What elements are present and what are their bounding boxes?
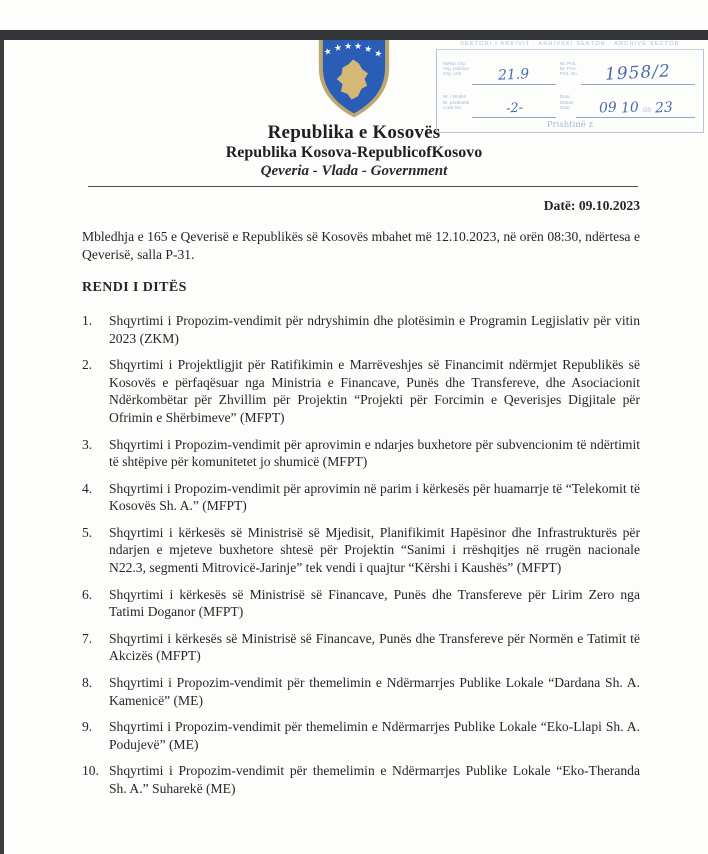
stamp-field-org-unit	[441, 52, 558, 86]
stamp-field-prot-no	[558, 52, 697, 86]
item-text: Shqyrtimi i Propozim-vendimit për aprovimin e ndarjes buxhetore për subvencionim të ndërtimit të shtëpive për komunitetet jo shumicë (MFPT)	[109, 436, 640, 470]
item-text: Shqyrtimi i Projektligjit për Ratifikimin e Marrëveshjes së Financimit ndërmjet Republikës së Kosovës e përfaqësuar nga Ministria e Financave, Punës dhe Transfereve, dhe Asociacionit Ndërkombëtar për Zhvillim për Projektin “Projekti për Forcimin e Qeverisjes Digjitale për Ofrimin e Shërbimeve” (MFPT)	[109, 357, 640, 425]
agenda-item-9	[82, 718, 640, 753]
star-icon: ★	[354, 41, 363, 52]
item-text: Shqyrtimi i Propozim-vendimit për themelimin e Ndërmarrjes Publike Lokale “Dardana Sh. A. Kamenicë” (ME)	[109, 675, 640, 708]
meeting-intro-paragraph: Mbledhja e 165 e Qeverisë e Republikës së Kosovës mbahet më 12.10.2023, në orën 08:30, ndërtesa e Qeverisë, salla P-31.	[82, 229, 640, 262]
stamp-field-date	[558, 86, 697, 120]
stamp-org-unit-value: 21.9	[497, 65, 530, 84]
document-date: Datë: 09.10.2023	[543, 197, 640, 213]
item-text: Shqyrtimi i kërkesës së Ministrisë së Mjedisit, Planifikimit Hapësinor dhe Infrastrukturës për ndarjen e mjeteve buxhetore shtesë për Projektin “Sanimi i rrëshqitjes në rrugën nacionale N22.3, segmenti Mitrovicë-Jarinje” tek vendi i quajtur “Kërshi i Kaushës” (MFPT)	[109, 524, 640, 576]
stamp-label-line: Br. predmeta	[443, 99, 470, 105]
scan-edge-top	[0, 30, 708, 40]
stamp-label-line: Nr. Prot.	[559, 60, 577, 66]
item-number: 2.	[82, 357, 93, 373]
item-text: Shqyrtimi i kërkesës së Ministrisë së Financave, Punës dhe Transfereve për Lirim Zero nga Tatimi Doganor (MFPT)	[109, 586, 640, 620]
stamp-printed-year-prefix: /20	[642, 108, 651, 114]
agenda-item-4	[82, 480, 640, 515]
item-text: Shqyrtimi i Propozim-vendimit për ndryshimin dhe plotësimin e Programin Legjislativ për vitin 2023 (ZKM)	[109, 312, 640, 346]
stamp-prot-no-value: 1958/2	[604, 60, 672, 85]
agenda-list	[82, 312, 640, 798]
letterhead-title-albanian: Republika e Kosovës	[267, 122, 441, 143]
stamp-label-line: Date	[559, 104, 570, 110]
item-number: 1.	[82, 312, 93, 328]
stamp-label-line: Njësia Org.	[443, 60, 466, 66]
agenda-heading: RENDI I DITËS	[82, 280, 187, 296]
item-text: Shqyrtimi i Propozim-vendimit për themelimin e Ndërmarrjes Publike Lokale “Eko-Theranda Sh. A.” Suharekë (ME)	[109, 763, 640, 796]
stamp-date-day: 09	[598, 99, 618, 117]
item-number: 8.	[82, 675, 93, 691]
star-icon: ★	[344, 41, 353, 52]
stamp-label-line: Org. Unit	[443, 71, 462, 77]
agenda-item-1	[82, 312, 640, 347]
item-number: 3.	[82, 436, 93, 452]
item-number: 10.	[82, 763, 99, 779]
stamp-case-no-value: -2-	[505, 100, 523, 117]
star-icon: ★	[322, 46, 334, 59]
item-text: Shqyrtimi i kërkesës së Ministrisë së Financave, Punës dhe Transfereve për Normën e Tatimit të Akcizës (MFPT)	[109, 630, 640, 664]
star-icon: ★	[363, 44, 373, 56]
stamp-date-month: 10	[620, 99, 639, 117]
item-text: Shqyrtimi i Propozim-vendimit për themelimin e Ndërmarrjes Publike Lokale “Eko-Llapi Sh. A. Podujevë” (ME)	[109, 719, 640, 752]
agenda-item-2	[82, 356, 640, 426]
agenda-item-5	[82, 524, 640, 577]
item-number: 4.	[82, 480, 93, 496]
archive-stamp	[436, 38, 704, 132]
stamp-header-text: SEKTORI I ARKIVIT · ARHIVSKI SEKTOR · ARCHIVE SECTOR	[460, 41, 680, 47]
star-icon: ★	[333, 43, 343, 55]
stamp-date-year: 23	[654, 99, 674, 117]
stamp-label-line: Nr. i lëndës	[443, 94, 466, 100]
item-number: 9.	[82, 719, 93, 735]
scan-edge-left	[0, 30, 4, 854]
item-number: 7.	[82, 630, 93, 646]
item-number: 5.	[82, 524, 93, 540]
star-icon: ★	[372, 48, 384, 61]
stamp-field-case-no	[441, 86, 558, 120]
stamp-place: Prishtinë z	[546, 120, 594, 130]
agenda-item-8	[82, 674, 640, 709]
letterhead-subtitle-government: Qeveria - Vlada - Government	[260, 163, 448, 180]
stamp-label-line: Data	[559, 94, 570, 100]
item-text: Shqyrtimi i Propozim-vendimit për aprovimin në parim i kërkesës për huamarrje të “Telekomit të Kosovës Sh. A.” (MFPT)	[109, 480, 640, 514]
agenda-item-7	[82, 630, 640, 665]
stamp-label-line: Br. Prot.	[559, 66, 577, 72]
stamp-box	[436, 49, 704, 133]
letterhead-title-bilingual: Republika Kosova-RepublicofKosovo	[225, 144, 483, 162]
stamp-label-line: Case No.	[443, 104, 463, 110]
agenda-item-3	[82, 436, 640, 471]
agenda-item-10	[82, 762, 640, 797]
stamp-label-line: Datum	[559, 99, 574, 105]
item-number: 6.	[82, 586, 93, 602]
stamp-label-line: Org. jedinica	[443, 66, 469, 72]
agenda-item-6	[82, 586, 640, 621]
stamp-label-line: Prot. No.	[559, 71, 578, 77]
kosovo-coat-of-arms	[313, 30, 395, 120]
document-body	[0, 187, 708, 798]
